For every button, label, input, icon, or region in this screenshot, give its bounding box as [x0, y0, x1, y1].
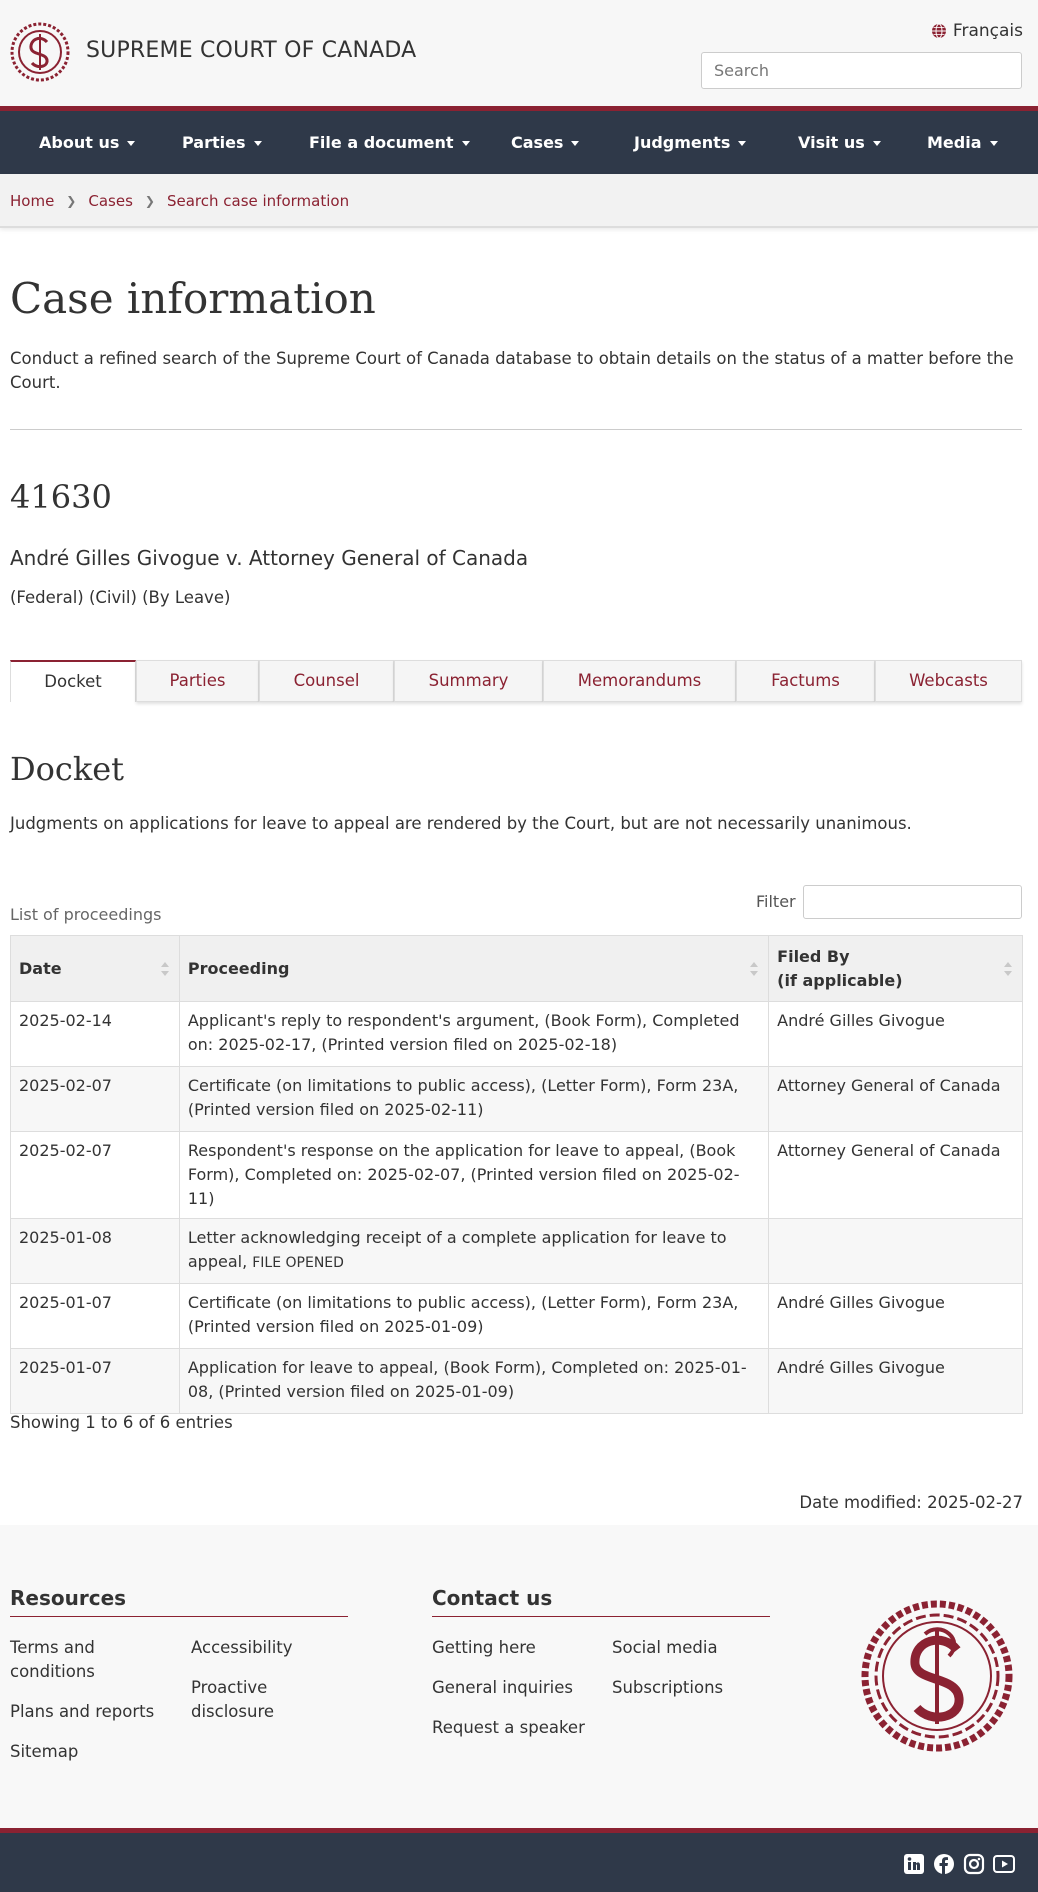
- proceedings-table: [10, 935, 1023, 1414]
- caret-down-icon: [127, 141, 135, 146]
- linkedin-icon[interactable]: [903, 1853, 925, 1875]
- breadcrumb-home[interactable]: Home: [10, 192, 55, 210]
- docket-title: Docket: [10, 750, 125, 788]
- tab-counsel[interactable]: Counsel: [259, 660, 394, 702]
- table-row: [11, 1132, 1023, 1219]
- cell-proceeding: Applicant's reply to respondent's argument, (Book Form), Completed on: 2025-02-17, (Printed version filed on 2025-02-18): [179, 1002, 768, 1067]
- footer-link-sitemap[interactable]: Sitemap: [10, 1742, 79, 1761]
- column-header-label: Filed By: [777, 946, 850, 966]
- table-caption: List of proceedings: [10, 905, 162, 924]
- table-row: [11, 1284, 1023, 1349]
- nav-item-parties[interactable]: [182, 111, 262, 174]
- cell-date: 2025-02-14: [11, 1002, 180, 1067]
- search-input[interactable]: [701, 52, 1022, 89]
- nav-item-media[interactable]: [927, 111, 998, 174]
- case-number: 41630: [10, 478, 112, 516]
- sort-icon: [750, 961, 758, 977]
- case-tabs: [10, 660, 1022, 702]
- case-type: (Federal) (Civil) (By Leave): [10, 588, 231, 607]
- footer-link-general-inquiries[interactable]: General inquiries: [432, 1678, 573, 1697]
- docket-intro: Judgments on applications for leave to appeal are rendered by the Court, but are not necessarily unanimous.: [10, 814, 912, 833]
- nav-item-cases[interactable]: [511, 111, 579, 174]
- instagram-icon[interactable]: [963, 1853, 985, 1875]
- table-row: [11, 1349, 1023, 1414]
- footer-link-request-speaker[interactable]: Request a speaker: [432, 1718, 585, 1737]
- site-header: [0, 0, 1038, 106]
- footer-link-plans-reports[interactable]: Plans and reports: [10, 1702, 155, 1721]
- facebook-icon[interactable]: [933, 1853, 955, 1875]
- chevron-right-icon: ❯: [66, 194, 77, 208]
- cell-filed-by: André Gilles Givogue: [769, 1349, 1023, 1414]
- nav-item-label: Media: [927, 133, 982, 152]
- sort-icon: [1004, 961, 1012, 977]
- footer-heading-contact: Contact us: [432, 1586, 770, 1617]
- tab-factums[interactable]: Factums: [736, 660, 875, 702]
- cell-filed-by: André Gilles Givogue: [769, 1002, 1023, 1067]
- caret-down-icon: [462, 141, 470, 146]
- language-toggle[interactable]: [931, 21, 1023, 41]
- case-name: André Gilles Givogue v. Attorney General of Canada: [10, 546, 529, 570]
- bottom-bar: [0, 1828, 1038, 1892]
- proceeding-status: FILE OPENED: [252, 1255, 344, 1271]
- nav-item-label: Parties: [182, 133, 246, 152]
- main-nav: [0, 106, 1038, 174]
- cell-date: 2025-01-08: [11, 1219, 180, 1284]
- page-title: Case information: [10, 274, 376, 323]
- footer-link-social-media[interactable]: Social media: [612, 1638, 718, 1657]
- table-row: [11, 1219, 1023, 1284]
- tab-docket[interactable]: Docket: [10, 660, 136, 702]
- cell-proceeding: Application for leave to appeal, (Book Form), Completed on: 2025-01-08, (Printed version filed on 2025-01-09): [179, 1349, 768, 1414]
- caret-down-icon: [254, 141, 262, 146]
- nav-item-about-us[interactable]: [39, 111, 135, 174]
- tab-parties[interactable]: Parties: [136, 660, 259, 702]
- column-header-label: Proceeding: [187, 958, 290, 978]
- cell-filed-by: André Gilles Givogue: [769, 1284, 1023, 1349]
- caret-down-icon: [873, 141, 881, 146]
- footer-link-terms[interactable]: Terms and conditions: [10, 1638, 95, 1681]
- proceeding-text: Letter acknowledging receipt of a complete application for leave to appeal,: [187, 1228, 727, 1271]
- cell-filed-by: [769, 1219, 1023, 1284]
- site-title[interactable]: SUPREME COURT OF CANADA: [86, 38, 417, 63]
- nav-item-label: File a document: [309, 133, 454, 152]
- language-toggle-label[interactable]: Français: [952, 21, 1023, 41]
- divider: [10, 429, 1022, 430]
- nav-item-judgments[interactable]: [634, 111, 746, 174]
- scc-seal-icon: [861, 1600, 1013, 1752]
- cell-proceeding: Certificate (on limitations to public access), (Letter Form), Form 23A, (Printed version filed on 2025-01-09): [179, 1284, 768, 1349]
- sort-icon: [161, 961, 169, 977]
- filter-input[interactable]: [803, 885, 1022, 919]
- page-intro: Conduct a refined search of the Supreme Court of Canada database to obtain details on the status of a matter before the Court.: [10, 349, 1014, 392]
- cell-date: 2025-01-07: [11, 1349, 180, 1414]
- caret-down-icon: [738, 141, 746, 146]
- column-header-label: Date: [19, 958, 62, 978]
- youtube-icon[interactable]: [993, 1853, 1015, 1875]
- breadcrumb-cases[interactable]: Cases: [88, 192, 133, 210]
- cell-date: 2025-02-07: [11, 1067, 180, 1132]
- footer-link-accessibility[interactable]: Accessibility: [191, 1638, 293, 1657]
- column-header-sublabel: (if applicable): [777, 970, 903, 990]
- nav-item-visit-us[interactable]: [798, 111, 881, 174]
- footer-heading-resources: Resources: [10, 1586, 348, 1617]
- caret-down-icon: [571, 141, 579, 146]
- nav-item-label: About us: [39, 133, 120, 152]
- table-info: Showing 1 to 6 of 6 entries: [10, 1413, 233, 1432]
- cell-date: 2025-02-07: [11, 1132, 180, 1219]
- footer-link-proactive-disclosure[interactable]: Proactive disclosure: [191, 1678, 275, 1721]
- tab-summary[interactable]: Summary: [394, 660, 543, 702]
- scc-logo-icon[interactable]: [10, 22, 70, 82]
- breadcrumb-search-case-information[interactable]: Search case information: [166, 192, 350, 210]
- column-header-date[interactable]: [11, 936, 180, 1002]
- footer-link-subscriptions[interactable]: Subscriptions: [612, 1678, 724, 1697]
- table-row: [11, 1002, 1023, 1067]
- tab-webcasts[interactable]: Webcasts: [875, 660, 1022, 702]
- tab-memorandums[interactable]: Memorandums: [543, 660, 736, 702]
- cell-proceeding: Respondent's response on the application for leave to appeal, (Book Form), Completed on: 2025-02-07, (Printed version filed on 2025-02-11): [179, 1132, 768, 1219]
- nav-item-label: Cases: [511, 133, 564, 152]
- date-modified: Date modified: 2025-02-27: [799, 1493, 1023, 1512]
- column-header-proceeding[interactable]: [179, 936, 768, 1002]
- nav-item-label: Visit us: [798, 133, 865, 152]
- cell-proceeding: [179, 1219, 768, 1284]
- chevron-right-icon: ❯: [144, 194, 155, 208]
- column-header-filed-by[interactable]: [769, 936, 1023, 1002]
- cell-filed-by: Attorney General of Canada: [769, 1067, 1023, 1132]
- nav-item-file-a-document[interactable]: [309, 111, 470, 174]
- nav-item-label: Judgments: [634, 133, 731, 152]
- table-row: [11, 1067, 1023, 1132]
- filter-label: Filter: [756, 892, 796, 911]
- cell-date: 2025-01-07: [11, 1284, 180, 1349]
- globe-icon: [931, 23, 947, 39]
- breadcrumb: [0, 174, 1038, 228]
- footer-link-getting-here[interactable]: Getting here: [432, 1638, 536, 1657]
- caret-down-icon: [990, 141, 998, 146]
- cell-filed-by: Attorney General of Canada: [769, 1132, 1023, 1219]
- cell-proceeding: Certificate (on limitations to public access), (Letter Form), Form 23A, (Printed version filed on 2025-02-11): [179, 1067, 768, 1132]
